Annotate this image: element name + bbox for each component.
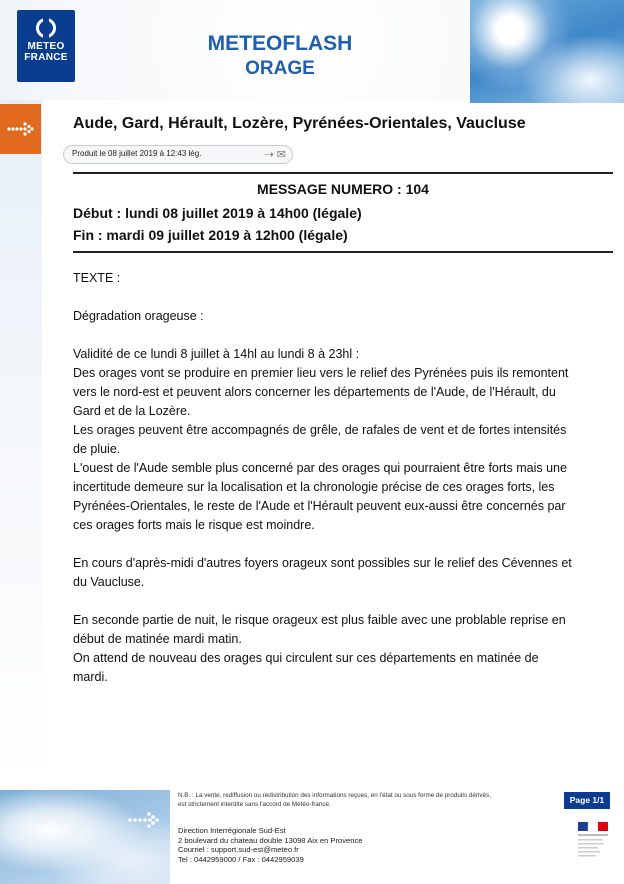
text-line: On attend de nouveau des orages qui circulent sur ces départements en matinée de	[73, 651, 539, 665]
produced-actions	[265, 148, 287, 161]
text-line: incertitude demeure sur la localisation et la chronologie précise de ces orages forts, les	[73, 480, 555, 494]
dotted-arrow-icon	[7, 120, 35, 138]
departments-heading: Aude, Gard, Hérault, Lozère, Pyrénées-Orientales, Vaucluse	[73, 115, 526, 132]
message-number: MESSAGE NUMERO : 104	[257, 181, 429, 197]
header-banner	[0, 0, 624, 100]
divider-bottom	[73, 251, 613, 253]
logo-text-line2: FRANCE	[24, 52, 68, 63]
text-line: Les orages peuvent être accompagnés de grêle, de rafales de vent et de fortes intensités	[73, 423, 567, 437]
text-line: Des orages vont se produire en premier lieu vers le relief des Pyrénées puis ils remontent	[73, 366, 569, 380]
page-title: METEOFLASH	[207, 32, 353, 55]
text-line: En seconde partie de nuit, le risque orageux est plus faible avec une problable reprise en	[73, 613, 566, 627]
produced-bar	[63, 145, 293, 164]
logo-mark-icon	[36, 18, 56, 38]
logo-text-line1: METEO	[27, 41, 65, 52]
text-line: mardi.	[73, 670, 108, 684]
page-badge: Page 1/1	[564, 792, 610, 809]
sky-photo	[470, 0, 624, 103]
body-paragraph-2	[73, 554, 593, 592]
divider-top	[73, 172, 613, 174]
text-line: Pyrénées-Orientales, le reste de l'Aude et l'Hérault peuvent eux-aussi être concernés par	[73, 499, 566, 513]
text-line: Validité de ce lundi 8 juillet à 14hl au lundi 8 à 23hl :	[73, 347, 360, 361]
text-line: En cours d'après-midi d'autres foyers orageux sont possibles sur le relief des Cévennes et	[73, 556, 572, 570]
footer-contact	[178, 826, 363, 864]
text-line: L'ouest de l'Aude semble plus concerné par des orages qui pourraient être forts mais une	[73, 461, 567, 475]
contact-line: Direction Interrégionale Sud-Est	[178, 826, 286, 835]
contact-line: 2 boulevard du chateau double 13098 Aix en Provence	[178, 835, 363, 845]
mail-icon[interactable]: ✉	[276, 149, 286, 161]
contact-line: Tel : 0442959000 / Fax : 0442959039	[178, 854, 304, 864]
text-line: de pluie.	[73, 442, 121, 456]
republique-francaise-logo	[576, 820, 610, 862]
texte-label: TEXTE :	[73, 271, 121, 285]
share-arrow-icon[interactable]: ⇢	[264, 149, 274, 161]
text-line: du Vaucluse.	[73, 575, 145, 589]
meteo-france-logo	[17, 10, 75, 82]
body-paragraph-1	[73, 345, 593, 535]
page-subtitle: ORAGE	[245, 58, 315, 79]
text-line: début de matinée mardi matin.	[73, 632, 242, 646]
end-time: Fin : mardi 09 juillet 2019 à 12h00 (légale)	[73, 227, 348, 243]
body-paragraph-3	[73, 611, 593, 687]
footer-disclaimer	[178, 792, 558, 809]
contact-line: Courriel : support.sud-est@meteo.fr	[178, 845, 299, 855]
dotted-arrow-icon	[128, 810, 160, 830]
degradation-heading: Dégradation orageuse :	[73, 309, 204, 323]
text-line: vers le nord-est et peuvent alors concerner les départements de l'Aude, de l'Hérault, du	[73, 385, 556, 399]
orange-arrow-box	[0, 104, 41, 154]
produced-date: Produit le 08 juillet 2019 à 12:43 lég.	[72, 149, 202, 158]
left-decorative-strip	[0, 100, 42, 790]
text-line: ces orages forts mais le risque est moindre.	[73, 518, 315, 532]
text-line: Gard et de la Lozère.	[73, 404, 191, 418]
start-time: Début : lundi 08 juillet 2019 à 14h00 (légale)	[73, 205, 362, 221]
disclaimer-line: N.B. : La vente, rediffusion ou redistribution des informations reçues, en l'état ou sous forme de produits dérivés,	[178, 792, 491, 799]
footer-sky-photo	[0, 790, 170, 884]
disclaimer-line: est strictement interdite sans l'accord de Météo-france.	[178, 800, 331, 808]
